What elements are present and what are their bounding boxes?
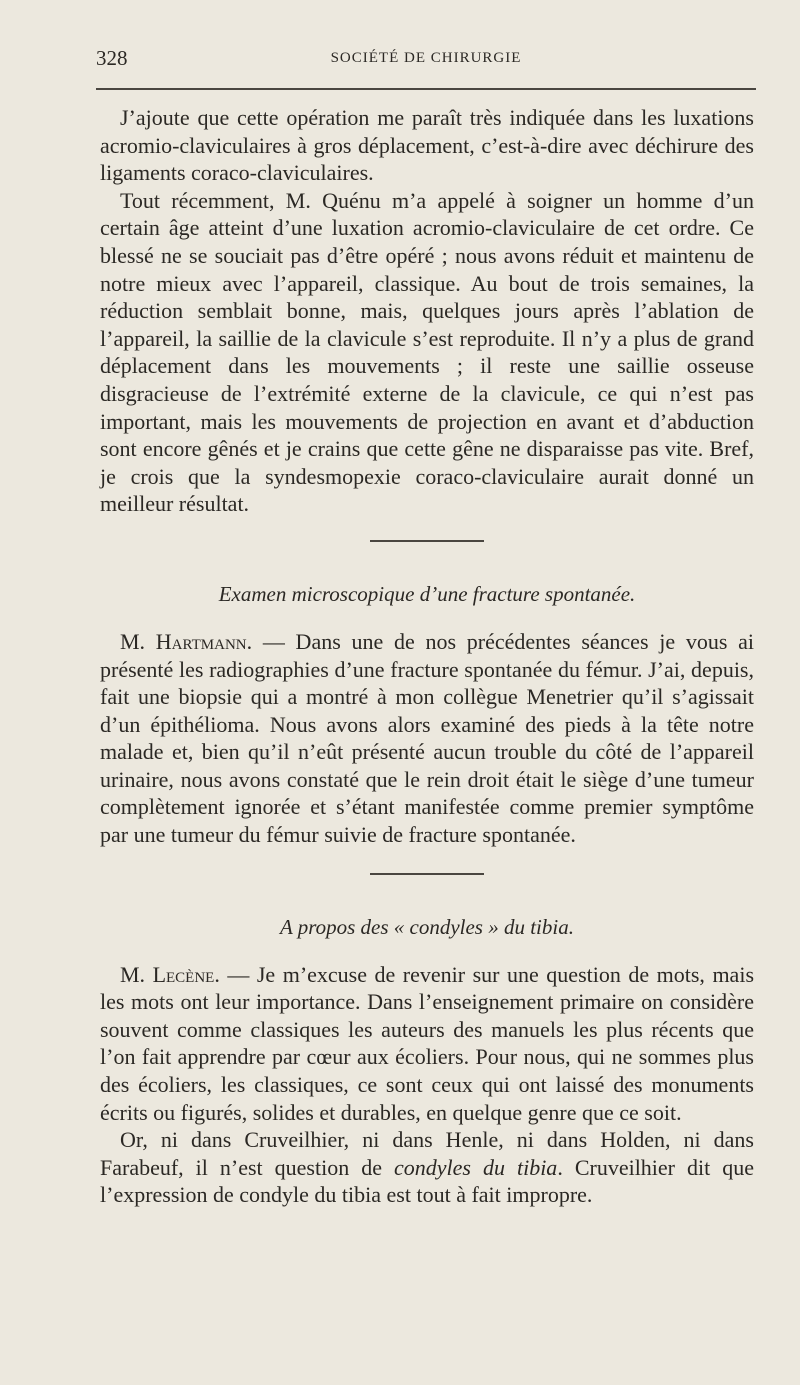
page-header: [96, 46, 756, 74]
paragraph-intro: J’ajoute que cette opération me paraît très indiquée dans les luxations acromio-claviculaires à gros déplacement, c’est-à-dire avec déchirure des ligaments coraco-claviculaires.: [100, 105, 754, 186]
paragraph-hartmann-text: — Dans une de nos précédentes séances je vous ai présenté les radiographies d’une fracture spontanée du fémur. J’ai, depuis, fait une biopsie qui a montré à mon collègue Menetrier qu’il s’agissait d’un épithélioma. Nous avons alors examiné des pieds à la tête notre malade et, bien qu’il n’eût présenté aucun trouble du côté de l’appareil urinaire, nous avons constaté que le rein droit était le siège d’une tumeur complètement ignorée et s’étant manifestée comme premier symptôme par une tumeur du fémur suivie de fracture spontanée.: [100, 628, 754, 848]
paragraph-cruveilhier-end: . Cruveilhier dit que l’expression de condyle du tibia est tout à fait impropre.: [100, 1154, 754, 1208]
paragraph-cruveilhier: [100, 1126, 754, 1209]
paragraph-lecene: [100, 961, 754, 1127]
header-rule: [96, 88, 756, 90]
page-body: [100, 104, 754, 1209]
section-title-fracture: Examen microscopique d’une fracture spontanée.: [218, 581, 636, 606]
speaker-name: M. Hartmann.: [120, 628, 253, 654]
speaker-name: M. Lecène.: [120, 961, 220, 987]
running-head: SOCIÉTÉ DE CHIRURGIE: [330, 50, 522, 66]
page-number: 328: [96, 46, 128, 70]
paragraph-case-report: Tout récemment, M. Quénu m’a appelé à soigner un homme d’un certain âge atteint d’une luxation acromio-claviculaire de cet ordre. Ce blessé ne se souciait pas d’être opéré ; nous avons réduit et maintenu de notre mieux avec l’appareil, classique. Au bout de trois semaines, la réduction semblait bonne, mais, quelques jours après l’ablation de l’appareil, la saillie de la clavicule s’est reproduite. Il n’y a plus de grand déplacement dans les mouvements ; il reste une saillie osseuse disgracieuse de l’extrémité externe de la clavicule, ce qui n’est pas important, mais les mouvements de projection en avant et d’abduction sont encore gênés et je crains que cette gêne ne disparaisse pas vite. Bref, je crois que la syndesmopexie coraco-claviculaire aurait donné un meilleur résultat.: [100, 187, 754, 517]
paragraph-cruveilhier-start: Or, ni dans Cruveilhier, ni dans Henle, ni dans Holden, ni dans Farabeuf, il n’est question de: [100, 1127, 754, 1180]
paragraph-cruveilhier-italic: condyles du tibia: [394, 1154, 558, 1180]
paragraph-lecene-text: — Je m’excuse de revenir sur une question de mots, mais les mots ont leur importance. Dans l’enseignement primaire on considère souvent comme classiques les auteurs des manuels les plus récents que l’on fait apprendre par cœur aux écoliers. Pour nous, qui ne sommes plus des écoliers, les classiques, ce sont ceux qui ont laissé des monuments écrits ou figurés, solides et durables, en quelque genre que ce soit.: [100, 961, 754, 1125]
section-title-condyles: A propos des « condyles » du tibia.: [280, 914, 574, 939]
paragraph-hartmann: [100, 628, 754, 849]
